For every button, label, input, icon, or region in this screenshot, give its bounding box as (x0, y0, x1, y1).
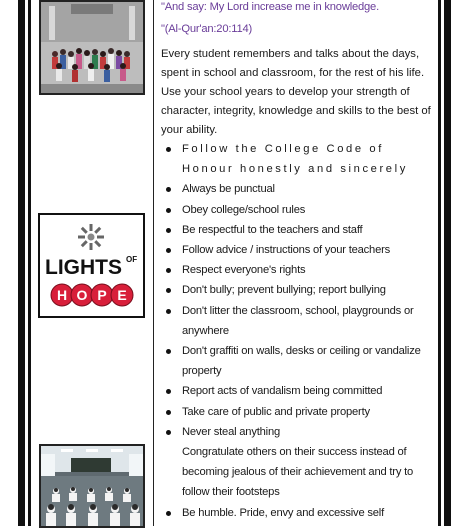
page-border-right-outer (444, 0, 451, 526)
list-item: Obey college/school rules (161, 200, 436, 220)
list-item: Always be punctual (161, 179, 436, 199)
classroom-photo (39, 444, 145, 528)
bullet-icon (166, 349, 171, 354)
list-item: Follow the College Code of Honour honestly and sincerely (161, 139, 436, 179)
logo-word-of: OF (126, 255, 138, 264)
logo-letter-o: O (76, 287, 88, 303)
list-item: Don't graffiti on walls, desks or ceiling or vandalize property (161, 341, 436, 381)
page-border-left-outer (18, 0, 25, 526)
logo-letter-e: E (117, 287, 127, 303)
starburst-icon (78, 224, 104, 250)
bullet-icon (166, 288, 171, 293)
bullet-icon (166, 511, 171, 516)
bullet-icon (166, 410, 171, 415)
logo-word-lights: LIGHTS (45, 256, 122, 279)
list-item: Don't litter the classroom, school, playgrounds or anywhere (161, 301, 436, 341)
page-border-left-inner (28, 0, 31, 526)
bullet-icon (166, 248, 171, 253)
bullet-icon (166, 228, 171, 233)
logo-letter-h: H (56, 287, 68, 303)
list-item: Take care of public and private property (161, 402, 436, 422)
lights-of-hope-logo (38, 213, 145, 318)
bullet-icon (166, 187, 171, 192)
list-item: Never steal anything (161, 422, 436, 442)
page-border-right-inner (438, 0, 441, 526)
list-item: Follow advice / instructions of your teachers (161, 240, 436, 260)
intro-paragraph: Every student remembers and talks about the days, spent in school and classroom, for the rest of his life. Use your school years to develop your strength of character, integrity, knowledge and skills to the best of your ability. (161, 48, 431, 136)
list-item: Be respectful to the teachers and staff (161, 220, 436, 240)
classroom-illustration (41, 446, 143, 526)
list-item: Don't bully; prevent bullying; report bullying (161, 280, 436, 300)
students-group-illustration (41, 2, 143, 93)
list-item: Congratulate others on their success instead of becoming jealous of their achievement and try to follow their footsteps (182, 446, 414, 499)
code-of-honour-list (161, 139, 436, 523)
bullet-icon (166, 147, 171, 152)
column-divider (153, 0, 154, 526)
quran-verse-text: "And say: My Lord increase me in knowledge. (161, 1, 379, 13)
lights-of-hope-emblem (40, 215, 143, 316)
logo-letter-p: P (97, 287, 107, 303)
list-item: Respect everyone's rights (161, 260, 436, 280)
bullet-icon (166, 268, 171, 273)
list-item: Report acts of vandalism being committed (161, 381, 436, 401)
bullet-icon (166, 430, 171, 435)
bullet-icon (166, 389, 171, 394)
list-item: Be humble. Pride, envy and excessive self (161, 503, 436, 523)
bullet-icon (166, 309, 171, 314)
quran-verse-reference: "(Al-Qur'an:20:114) (161, 23, 253, 35)
bullet-icon (166, 208, 171, 213)
students-group-photo (39, 0, 145, 95)
